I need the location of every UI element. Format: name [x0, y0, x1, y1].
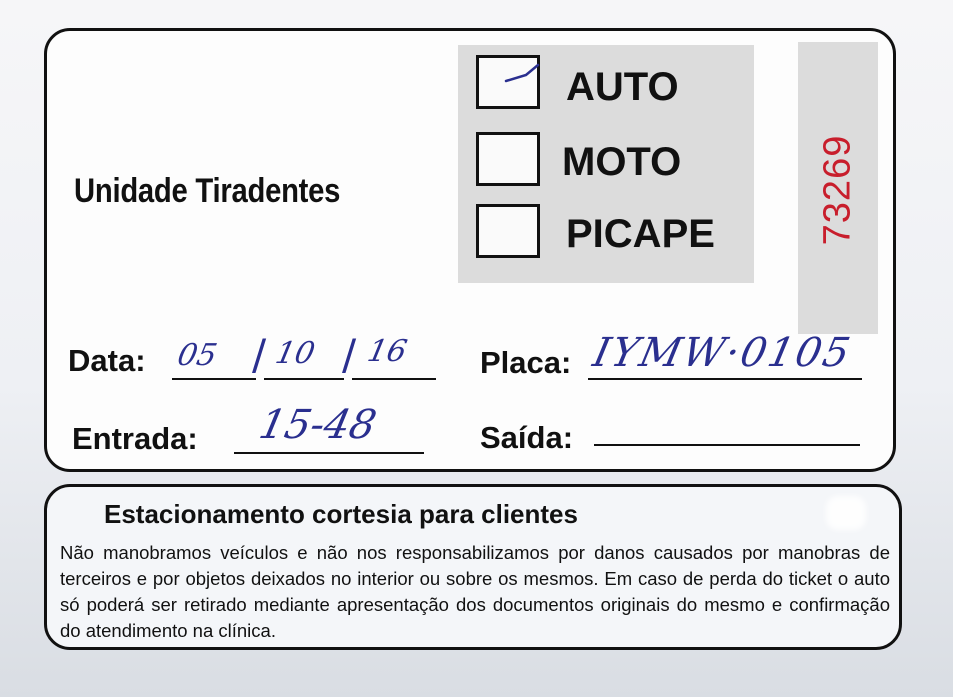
moto-label: MOTO — [562, 140, 682, 184]
serial-number: 73269 — [816, 134, 859, 246]
notice-body: Não manobramos veículos e não nos responsabilizamos por danos causados por manobras de terceiros e por objetos deixados no interior ou sobre os mesmos. Em caso de perda do ticket o auto só poderá ser retirado mediante apresentação dos documentos originais do mesmo e confirmação do atendimento na clínica. — [60, 542, 890, 641]
placa-value[interactable]: IYMW·0105 — [589, 330, 856, 376]
entrada-value[interactable]: 15-48 — [255, 402, 381, 448]
placa-line — [588, 378, 862, 380]
data-month-value[interactable]: 10 — [272, 336, 318, 371]
data-day-value[interactable]: 05 — [174, 338, 220, 373]
picape-checkbox[interactable] — [476, 204, 540, 258]
saida-label: Saída: — [480, 420, 574, 455]
placa-label: Placa: — [480, 345, 572, 380]
check-mark-icon — [476, 55, 540, 109]
entrada-line — [234, 452, 424, 454]
data-separator: / — [342, 330, 357, 379]
unit-name: Unidade Tiradentes — [74, 172, 341, 210]
saida-line — [594, 444, 860, 446]
data-label: Data: — [68, 343, 146, 378]
data-separator: / — [252, 330, 267, 379]
auto-checkbox[interactable] — [476, 55, 540, 109]
photo-glare — [826, 496, 866, 530]
entrada-label: Entrada: — [72, 421, 198, 456]
data-year-value[interactable]: 16 — [364, 334, 410, 369]
data-day-line — [172, 378, 256, 380]
notice-title: Estacionamento cortesia para clientes — [104, 499, 578, 529]
data-month-line — [264, 378, 344, 380]
auto-label: AUTO — [566, 65, 679, 109]
data-year-line — [352, 378, 436, 380]
moto-checkbox[interactable] — [476, 132, 540, 186]
picape-label: PICAPE — [566, 212, 715, 256]
